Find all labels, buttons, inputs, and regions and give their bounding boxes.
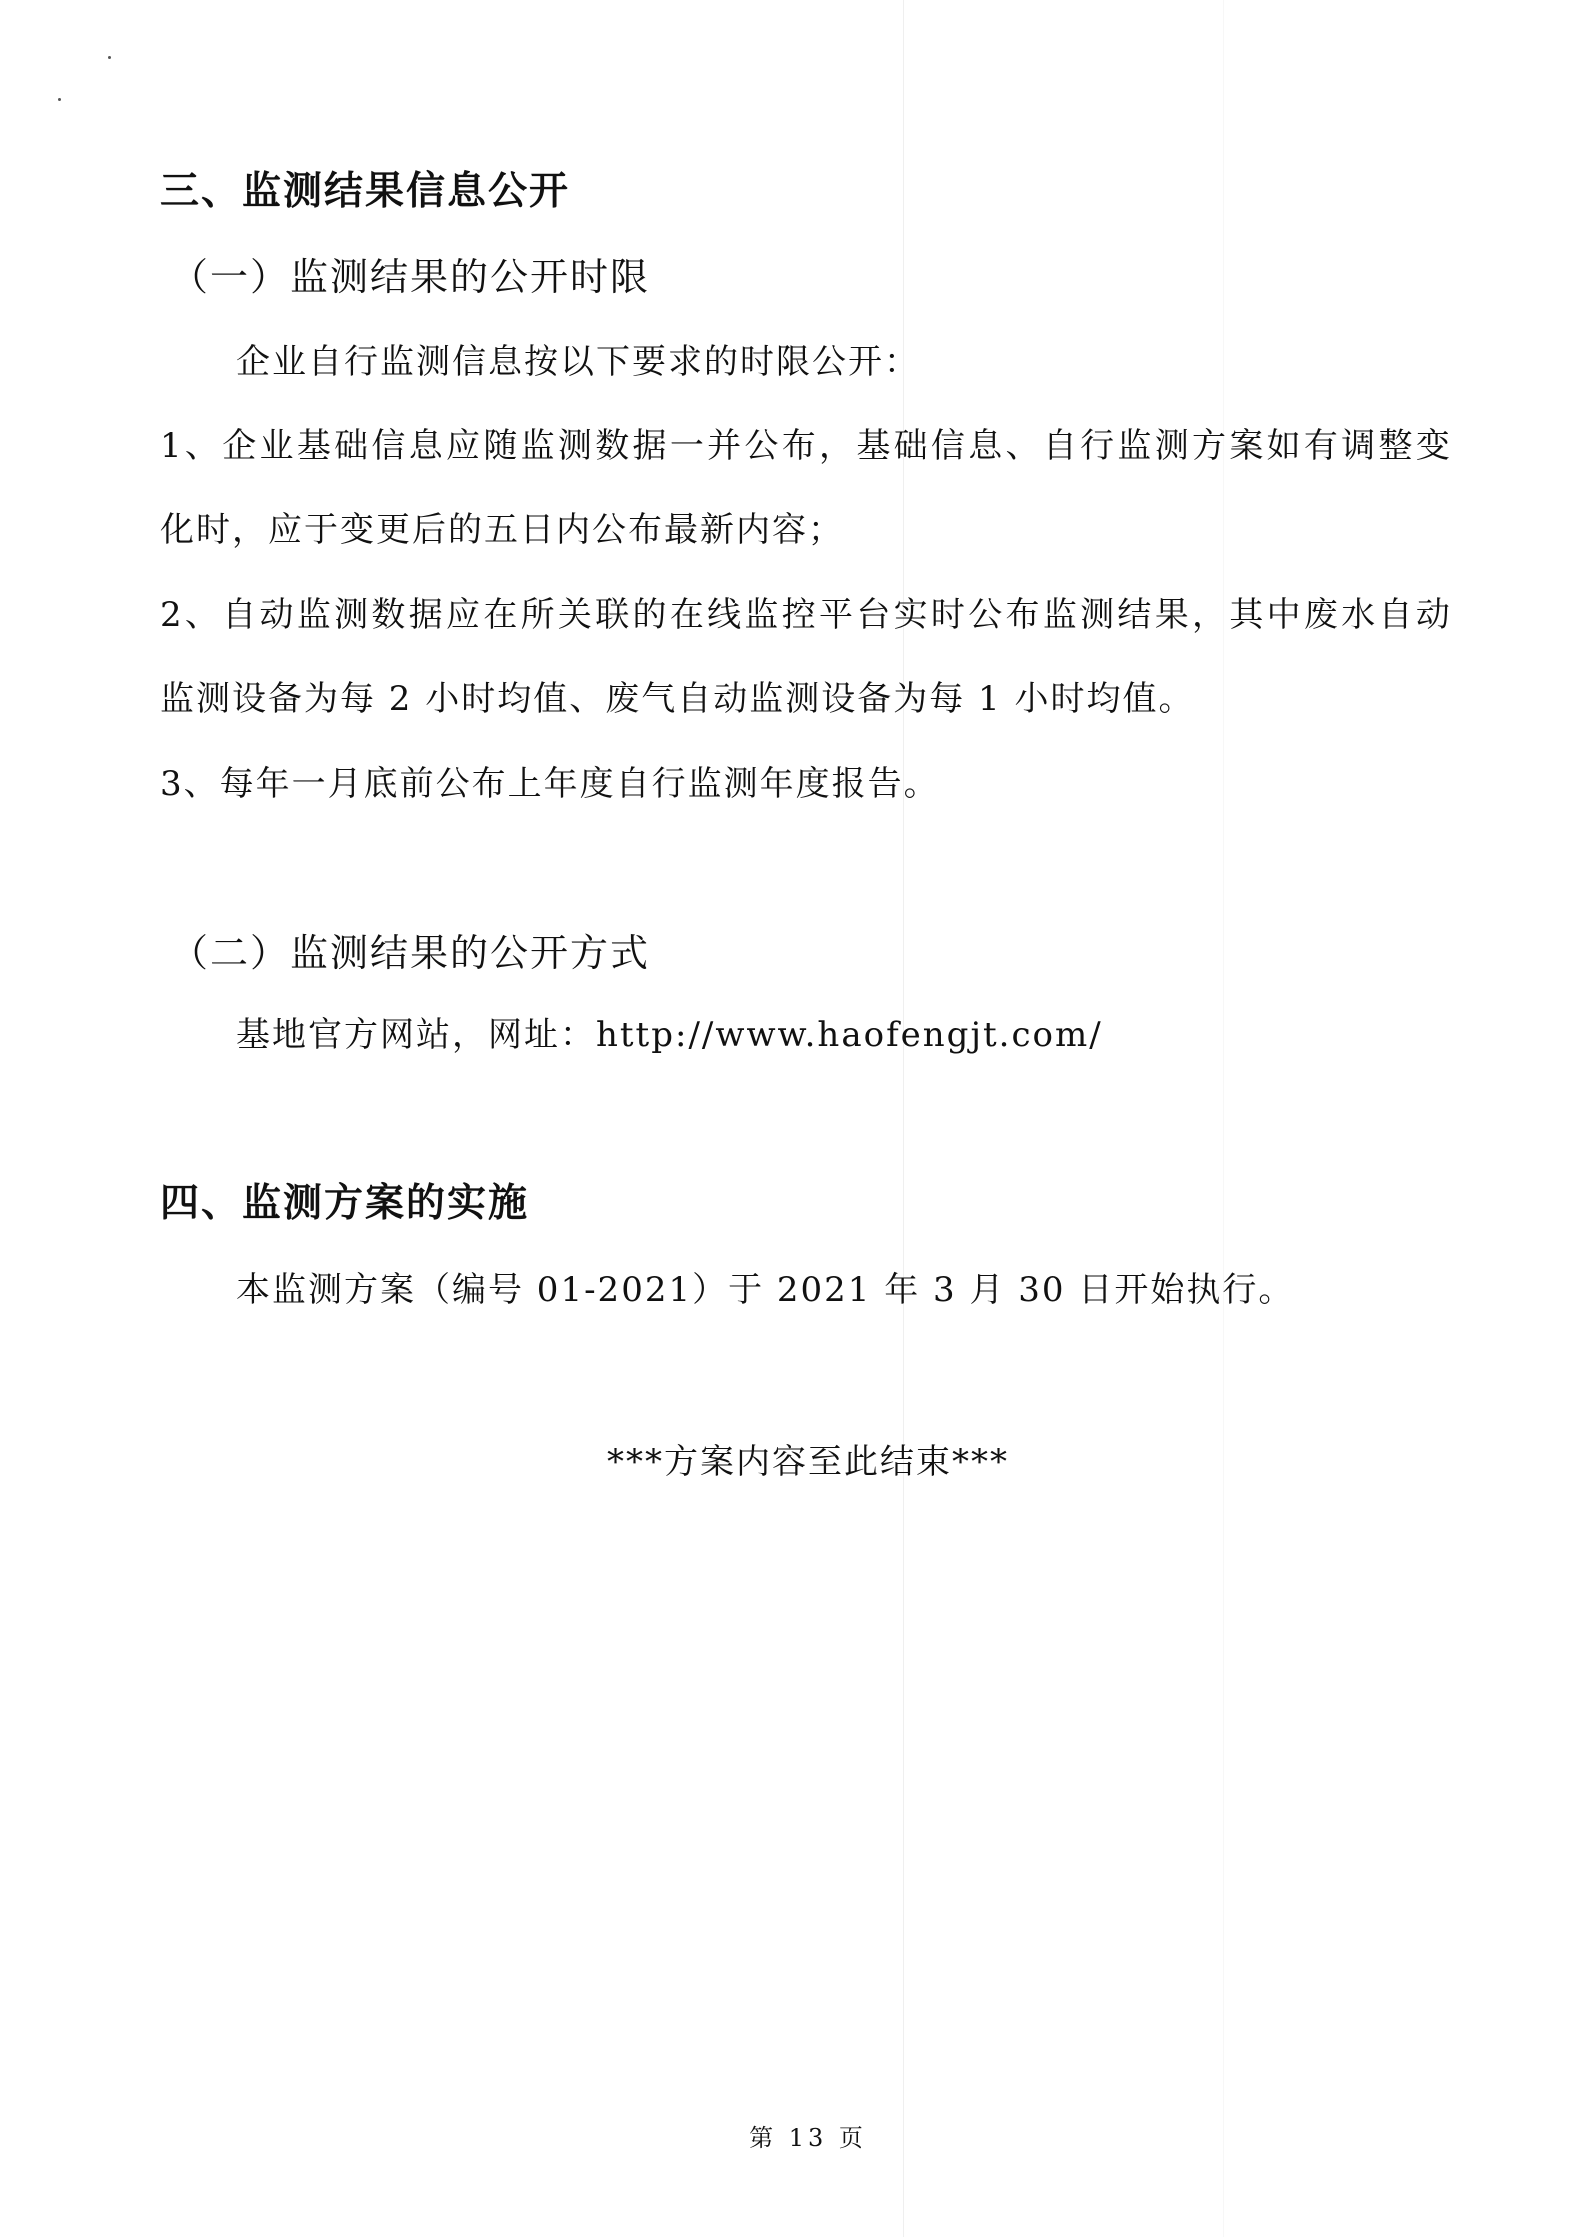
section-3-heading: 三、监测结果信息公开 [160, 169, 571, 214]
subsection-2-heading: （二）监测结果的公开方式 [170, 931, 651, 975]
end-of-plan-marker: ***方案内容至此结束*** [607, 1442, 1009, 1482]
scan-speck [58, 98, 61, 101]
page-number: 第 13 页 [749, 2124, 867, 2152]
item-1-line-1: 1、企业基础信息应随监测数据一并公布，基础信息、自行监测方案如有调整变 [160, 426, 1454, 466]
subsection-1-heading: （一）监测结果的公开时限 [170, 255, 651, 299]
section-4-text: 本监测方案（编号 01-2021）于 2021 年 3 月 30 日开始执行。 [236, 1270, 1295, 1310]
website-text: 基地官方网站，网址：http://www.haofengjt.com/ [236, 1015, 1103, 1055]
item-1-line-2: 化时，应于变更后的五日内公布最新内容； [160, 510, 844, 550]
scan-artifact-line [1223, 0, 1224, 2237]
section-4-heading: 四、监测方案的实施 [160, 1181, 530, 1226]
subsection-1-intro: 企业自行监测信息按以下要求的时限公开： [236, 342, 920, 382]
scan-speck [108, 56, 111, 59]
item-2-line-2: 监测设备为每 2 小时均值、废气自动监测设备为每 1 小时均值。 [160, 679, 1195, 719]
item-2-line-1: 2、自动监测数据应在所关联的在线监控平台实时公布监测结果，其中废水自动 [160, 595, 1454, 635]
item-3: 3、每年一月底前公布上年度自行监测年度报告。 [160, 764, 940, 804]
